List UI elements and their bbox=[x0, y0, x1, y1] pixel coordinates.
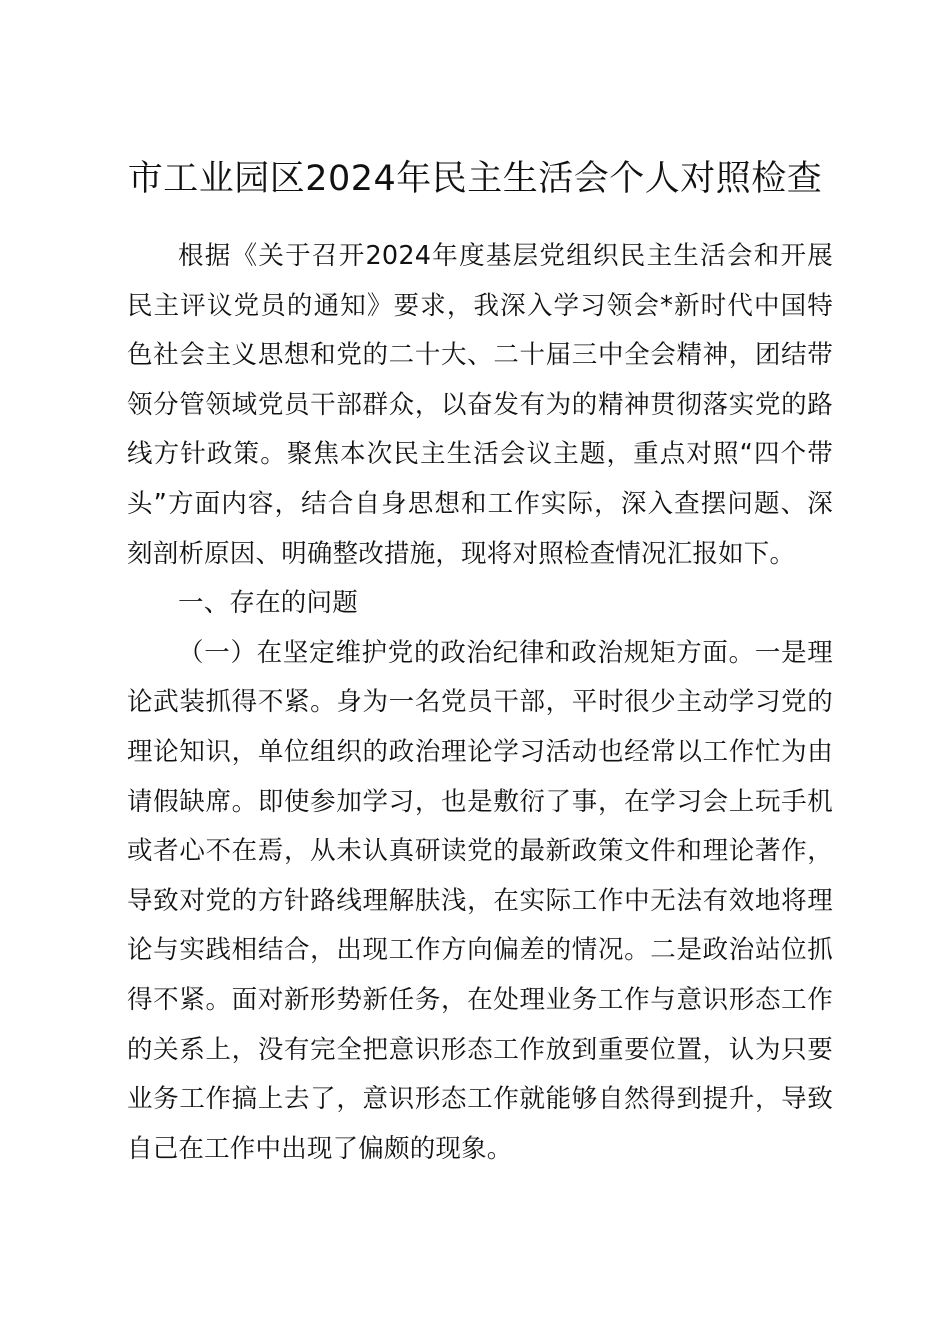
intro-paragraph: 根据《关于召开2024年度基层党组织民主生活会和开展民主评议党员的通知》要求，我深入学习领会*新时代中国特色社会主义思想和党的二十大、二十届三中全会精神，团结带领分管领域党员干部群众，以奋发有为的精神贯彻落实党的路线方针政策。聚焦本次民主生活会议主题，重点对照“四个带头”方面内容，结合自身思想和工作实际，深入查摆问题、深刻剖析原因、明确整改措施，现将对照检查情况汇报如下。 bbox=[127, 241, 833, 569]
section-heading: 一、存在的问题 bbox=[178, 588, 358, 619]
section-paragraph: （一）在坚定维护党的政治纪律和政治规矩方面。一是理论武装抓得不紧。身为一名党员干部，平时很少主动学习党的理论知识，单位组织的政治理论学习活动也经常以工作忙为由请假缺席。即使参加学习，也是敷衍了事，在学习会上玩手机或者心不在焉，从未认真研读党的最新政策文件和理论著作，导致对党的方针路线理解肤浅，在实际工作中无法有效地将理论与实践相结合，出现工作方向偏差的情况。二是政治站位抓得不紧。面对新形势新任务，在处理业务工作与意识形态工作的关系上，没有完全把意识形态工作放到重要位置，认为只要业务工作搞上去了，意识形态工作就能够自然得到提升，导致自己在工作中出现了偏颇的现象。 bbox=[127, 637, 833, 1164]
document-title: 市工业园区2024年民主生活会个人对照检查 bbox=[127, 159, 823, 199]
document-body bbox=[127, 232, 833, 1174]
